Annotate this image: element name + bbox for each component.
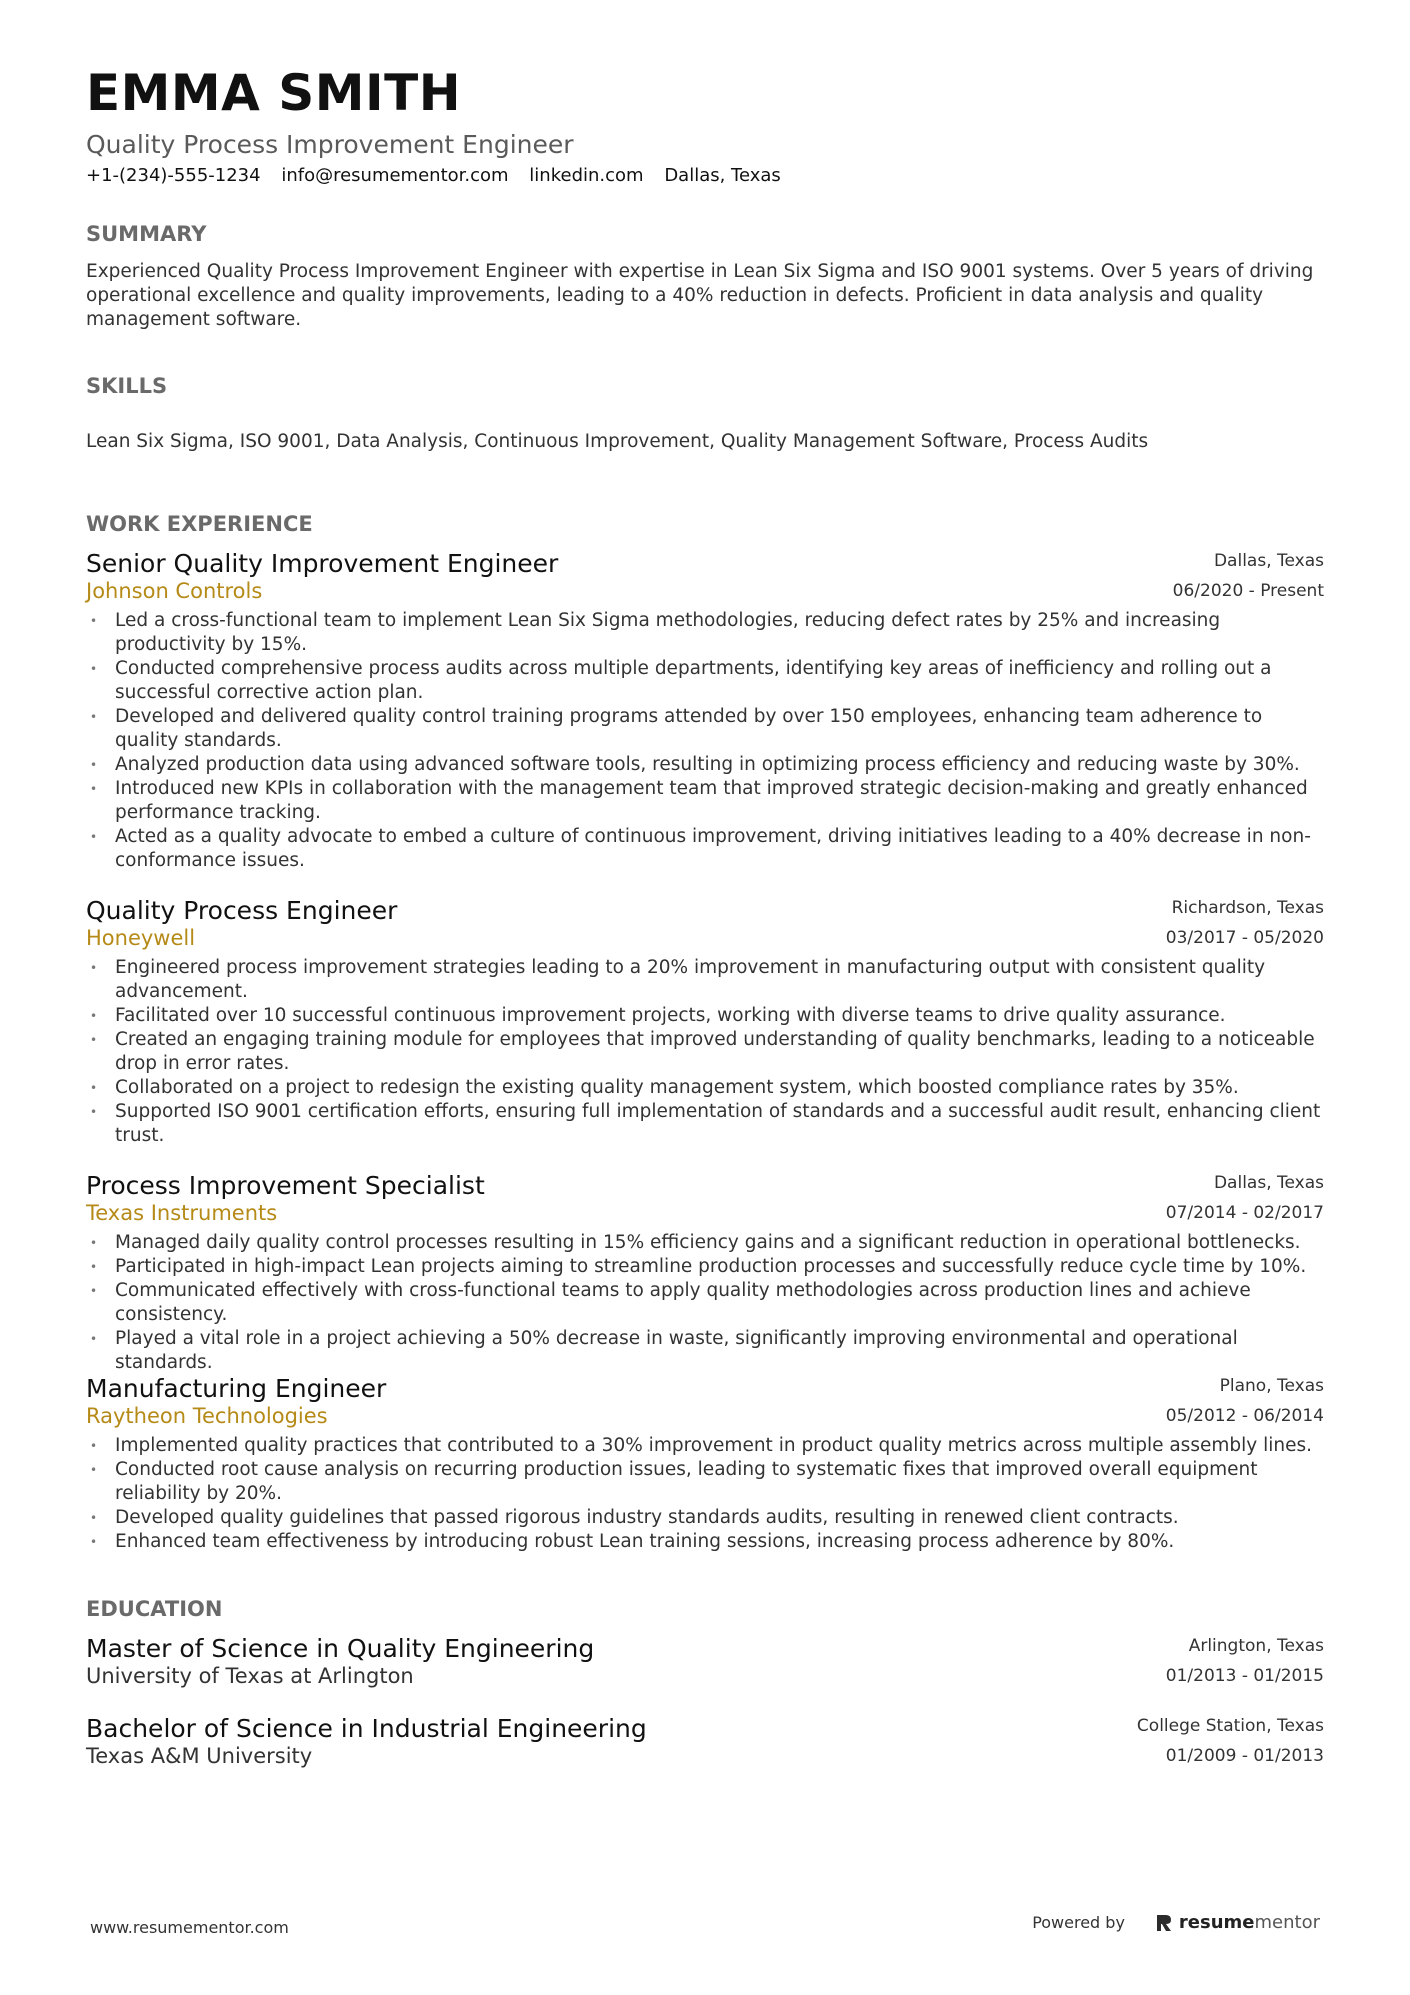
job-bullet: • Engineered process improvement strategies leading to a 20% improvement in manufacturing output with consistent quality advancement.: [86, 956, 1324, 1004]
skills-text: Lean Six Sigma, ISO 9001, Data Analysis, Continuous Improvement, Quality Management Software, Process Audits: [86, 431, 1149, 452]
job-location: Dallas, Texas: [1213, 551, 1324, 571]
job-bullets: [86, 609, 1324, 873]
job-role: Senior Quality Improvement Engineer: [86, 549, 559, 578]
job-company: Honeywell: [86, 926, 196, 950]
summary-text: Experienced Quality Process Improvement Engineer with expertise in Lean Six Sigma and ISO 9001 systems. Over 5 years of driving operational excellence and quality improvements, leading to a 40% reduction in defects. Proficient in data analysis and quality management software.: [86, 261, 1314, 330]
work-experience-heading: WORK EXPERIENCE: [86, 512, 313, 536]
job-dates: 03/2017 - 05/2020: [1165, 928, 1324, 948]
job-header: [86, 1171, 1324, 1231]
job-bullet: • Acted as a quality advocate to embed a culture of continuous improvement, driving initiatives leading to a 40% decrease in non-conformance issues.: [86, 825, 1324, 873]
job-header: [86, 549, 1324, 609]
job-dates: 05/2012 - 06/2014: [1165, 1406, 1324, 1426]
job-bullet: • Collaborated on a project to redesign the existing quality management system, which boosted compliance rates by 35%.: [86, 1076, 1324, 1100]
education-dates: 01/2009 - 01/2013: [1165, 1746, 1324, 1766]
resumementor-logo[interactable]: [1155, 1912, 1320, 1933]
job-bullet: • Led a cross-functional team to implement Lean Six Sigma methodologies, reducing defect rates by 25% and increasing productivity by 15%.: [86, 609, 1324, 657]
job-header: [86, 1374, 1324, 1434]
logo-text: [1179, 1912, 1320, 1933]
job-company: Johnson Controls: [86, 579, 263, 603]
job-header: [86, 896, 1324, 956]
job-dates: 07/2014 - 02/2017: [1165, 1203, 1324, 1223]
job-bullet: • Conducted root cause analysis on recurring production issues, leading to systematic fixes that improved overall equipment reliability by 20%.: [86, 1458, 1324, 1506]
footer-website[interactable]: www.resumementor.com: [90, 1918, 289, 1937]
job-entry: [86, 1374, 1324, 1554]
job-bullets: [86, 956, 1324, 1148]
education-header: [86, 1634, 1324, 1694]
contact-phone: +1-(234)-555-1234: [86, 165, 261, 186]
contact-linkedin[interactable]: linkedin.com: [529, 165, 644, 186]
job-location: Richardson, Texas: [1171, 898, 1324, 918]
powered-by-label: Powered by: [1032, 1913, 1125, 1932]
contact-email[interactable]: info@resumementor.com: [281, 165, 509, 186]
education-school: University of Texas at Arlington: [86, 1664, 414, 1688]
candidate-title: Quality Process Improvement Engineer: [86, 130, 574, 159]
job-location: Dallas, Texas: [1213, 1173, 1324, 1193]
job-bullet: • Analyzed production data using advanced software tools, resulting in optimizing process efficiency and reducing waste by 30%.: [86, 753, 1324, 777]
job-bullet: • Developed and delivered quality control training programs attended by over 150 employees, enhancing team adherence to quality standards.: [86, 705, 1324, 753]
education-location: College Station, Texas: [1136, 1716, 1324, 1736]
job-bullet: • Played a vital role in a project achieving a 50% decrease in waste, significantly improving environmental and operational standards.: [86, 1327, 1324, 1375]
job-bullet: • Participated in high-impact Lean projects aiming to streamline production processes and successfully reduce cycle time by 10%.: [86, 1255, 1324, 1279]
education-heading: EDUCATION: [86, 1597, 223, 1621]
education-degree: Master of Science in Quality Engineering: [86, 1634, 595, 1663]
resumementor-logo-icon: [1155, 1913, 1173, 1933]
job-bullet: • Enhanced team effectiveness by introducing robust Lean training sessions, increasing process adherence by 80%.: [86, 1530, 1324, 1554]
job-bullet: • Implemented quality practices that contributed to a 30% improvement in product quality metrics across multiple assembly lines.: [86, 1434, 1324, 1458]
skills-heading: SKILLS: [86, 374, 168, 398]
logo-text-rest: mentor: [1254, 1912, 1320, 1933]
job-bullet: • Created an engaging training module for employees that improved understanding of quality benchmarks, leading to a noticeable drop in error rates.: [86, 1028, 1324, 1076]
job-role: Process Improvement Specialist: [86, 1171, 485, 1200]
job-bullet: • Supported ISO 9001 certification efforts, ensuring full implementation of standards and a successful audit result, enhancing client trust.: [86, 1100, 1324, 1148]
job-bullet: • Managed daily quality control processes resulting in 15% efficiency gains and a significant reduction in operational bottlenecks.: [86, 1231, 1324, 1255]
job-entry: [86, 896, 1324, 1148]
logo-text-bold: resume: [1178, 1912, 1255, 1933]
job-bullet: • Developed quality guidelines that passed rigorous industry standards audits, resulting in renewed client contracts.: [86, 1506, 1324, 1530]
job-bullet: • Communicated effectively with cross-functional teams to apply quality methodologies across production lines and achieve consistency.: [86, 1279, 1324, 1327]
job-role: Quality Process Engineer: [86, 896, 398, 925]
education-school: Texas A&M University: [86, 1744, 313, 1768]
education-entry: [86, 1714, 1324, 1774]
education-header: [86, 1714, 1324, 1774]
education-dates: 01/2013 - 01/2015: [1165, 1666, 1324, 1686]
job-entry: [86, 1171, 1324, 1375]
job-dates: 06/2020 - Present: [1172, 581, 1324, 601]
footer-branding: [1032, 1912, 1320, 1933]
contact-location: Dallas, Texas: [664, 165, 781, 186]
job-company: Raytheon Technologies: [86, 1404, 328, 1428]
job-bullet: • Conducted comprehensive process audits across multiple departments, identifying key areas of inefficiency and rolling out a successful corrective action plan.: [86, 657, 1324, 705]
summary-heading: SUMMARY: [86, 222, 207, 246]
job-bullets: [86, 1434, 1324, 1554]
education-degree: Bachelor of Science in Industrial Engineering: [86, 1714, 647, 1743]
candidate-name: EMMA SMITH: [86, 64, 462, 122]
education-location: Arlington, Texas: [1188, 1636, 1324, 1656]
education-entry: [86, 1634, 1324, 1694]
job-bullet: • Facilitated over 10 successful continuous improvement projects, working with diverse teams to drive quality assurance.: [86, 1004, 1324, 1028]
job-location: Plano, Texas: [1219, 1376, 1324, 1396]
job-role: Manufacturing Engineer: [86, 1374, 387, 1403]
job-bullets: [86, 1231, 1324, 1375]
job-entry: [86, 549, 1324, 873]
job-company: Texas Instruments: [86, 1201, 278, 1225]
contact-line: [86, 165, 796, 186]
job-bullet: • Introduced new KPIs in collaboration with the management team that improved strategic decision-making and greatly enhanced performance tracking.: [86, 777, 1324, 825]
